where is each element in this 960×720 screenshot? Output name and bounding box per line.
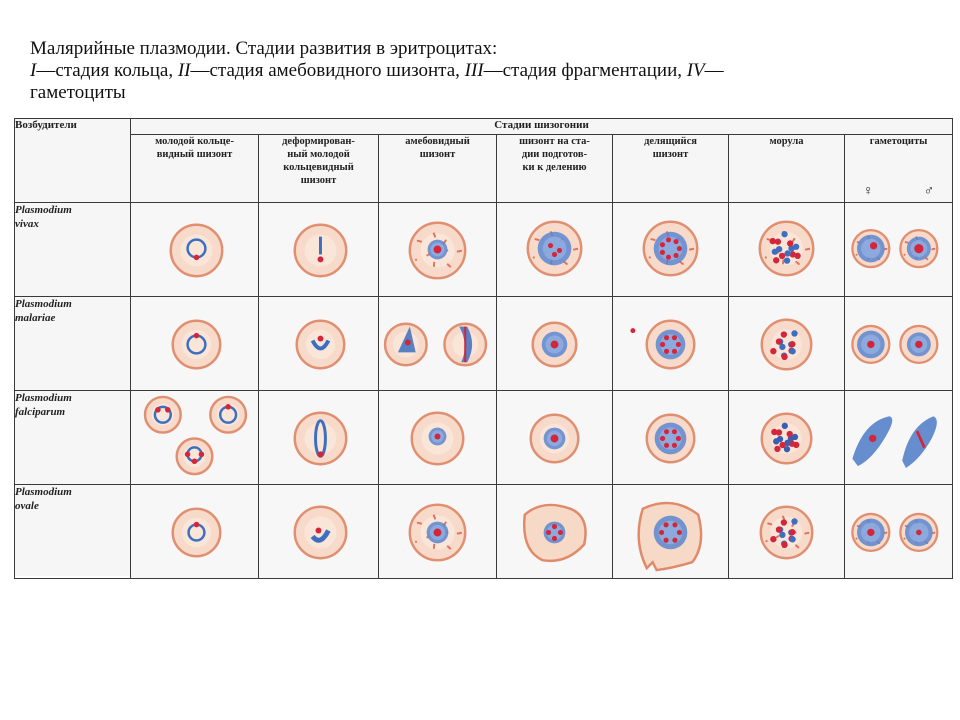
male-symbol: ♂ [923, 184, 935, 199]
stipple-dot [415, 259, 417, 261]
merozoite [791, 518, 797, 524]
stage-illustration-cell [729, 203, 845, 297]
stage-illustration [131, 203, 258, 296]
chromatin-dot [155, 407, 161, 413]
chromatin-dot [551, 435, 559, 443]
chromatin-dot [552, 252, 557, 257]
stage-illustration-cell [497, 297, 613, 391]
chromatin-dot [434, 246, 442, 254]
chromatin-dot [672, 443, 677, 448]
stage-illustration-cell [259, 203, 379, 297]
merozoite [779, 532, 785, 538]
chromatin-dot [435, 434, 441, 440]
chromatin-dot [552, 524, 557, 529]
schizont-vacuole [861, 239, 880, 258]
stage-illustration-cell [131, 297, 259, 391]
chromatin-dot [663, 522, 668, 527]
chromatin-dot [165, 407, 171, 413]
chromatin-dot [660, 250, 665, 255]
stipple-dot [537, 239, 539, 241]
chromatin-dot [318, 336, 324, 342]
merozoite [779, 442, 785, 448]
stage-illustration-cell [379, 203, 497, 297]
stage-header [845, 135, 953, 203]
title-line-2-part: —стадия фрагментации, [483, 60, 687, 81]
stage-illustration-cell [259, 391, 379, 485]
stage-illustration [259, 485, 378, 578]
stage-header [379, 135, 497, 203]
stage-header-line: гаметоциты [869, 136, 928, 147]
merozoite [771, 429, 777, 435]
stage-illustration-cell [379, 391, 497, 485]
stage-illustration-cell [379, 297, 497, 391]
merozoite [781, 542, 787, 548]
species-row [15, 203, 953, 297]
title-line-2-part: III [464, 60, 484, 81]
stipple-dot [795, 544, 797, 546]
species-name [15, 391, 131, 485]
stipple-dot [457, 532, 459, 534]
chromatin-dot [676, 436, 681, 441]
chromatin-dot [557, 248, 562, 253]
stage-illustration [379, 391, 496, 484]
stage-header-line: деформирован- [282, 136, 355, 147]
stipple-dot [415, 541, 417, 543]
schizogony-header: Стадии шизогонии [131, 119, 953, 135]
title-line-2-part: II [177, 60, 191, 81]
chromatin-dot [867, 341, 874, 348]
crescent-gametocyte [902, 416, 937, 468]
stage-illustration-cell [259, 485, 379, 579]
title-line-2 [30, 60, 930, 82]
merozoite [781, 354, 787, 360]
title-line-3: гаметоциты [30, 82, 126, 103]
stage-illustration [613, 297, 728, 390]
chromatin-dot [915, 341, 922, 348]
species-name-line: Plasmodium [15, 204, 72, 216]
merozoite [789, 348, 795, 354]
chromatin-dot [664, 349, 669, 354]
merozoite [789, 341, 795, 347]
stage-illustration-cell [131, 485, 259, 579]
chromatin-dot [194, 522, 200, 528]
species-name-line: ovale [15, 500, 39, 512]
chromatin-dot [405, 340, 411, 346]
chromatin-dot [660, 242, 665, 247]
species-name-line: vivax [15, 218, 39, 230]
title-line-2-part: IV [686, 60, 705, 81]
merozoite [773, 257, 779, 263]
chromatin-dot [663, 538, 668, 543]
stage-illustration-cell [845, 203, 953, 297]
stage-illustration-cell [497, 203, 613, 297]
chromatin-dot [672, 522, 677, 527]
stage-header-line: амебовидный [405, 136, 470, 147]
species-name-line: falciparum [15, 406, 66, 418]
merozoite [784, 250, 790, 256]
merozoite [782, 423, 788, 429]
stage-illustration-cell [729, 485, 845, 579]
stipple-dot [931, 248, 933, 250]
chromatin-dot [914, 244, 923, 253]
merozoite [773, 438, 779, 444]
stipple-dot [653, 239, 655, 241]
stipple-dot [904, 538, 906, 540]
merozoite [770, 348, 776, 354]
chromatin-dot [551, 341, 559, 349]
stage-illustration [729, 203, 844, 296]
stage-header [131, 135, 259, 203]
chromatin-dot [552, 536, 557, 541]
stipple-dot [420, 241, 422, 243]
stage-illustration-cell [845, 297, 953, 391]
title-line-2-part: —стадия кольца, [36, 60, 178, 81]
stage-illustration [613, 485, 728, 578]
chromatin-dot [869, 435, 876, 442]
stipple-dot [804, 532, 806, 534]
merozoite [784, 257, 790, 263]
stage-illustration [259, 297, 378, 390]
stage-illustration-cell [259, 297, 379, 391]
chromatin-dot [664, 443, 669, 448]
stipple-dot [856, 254, 858, 256]
stage-illustration [259, 391, 378, 484]
stipple-dot [856, 538, 858, 540]
stage-illustration-cell [613, 391, 729, 485]
merozoite [793, 442, 799, 448]
stage-illustration [131, 297, 258, 390]
chromatin-dot [316, 528, 322, 534]
species-name [15, 485, 131, 579]
stipple-dot [649, 256, 651, 258]
stages-grid [14, 118, 953, 579]
merozoite [792, 434, 798, 440]
slide-title [30, 38, 930, 104]
stage-header-line: делящийся [644, 136, 697, 147]
stage-illustration [613, 391, 728, 484]
stage-illustration [497, 203, 612, 296]
chromatin-dot [870, 242, 877, 249]
chromatin-dot [676, 342, 681, 347]
stage-illustration-cell [845, 391, 953, 485]
stage-illustration [729, 297, 844, 390]
stage-illustration [379, 297, 496, 390]
merozoite [776, 338, 782, 344]
stage-header-line: шизонт [300, 175, 337, 186]
merozoite [781, 519, 787, 525]
stage-illustration-cell [613, 485, 729, 579]
stipple-dot [533, 256, 535, 258]
stipple-dot [791, 525, 793, 527]
stage-illustration [845, 391, 952, 484]
stage-illustration [613, 203, 728, 296]
stage-illustration [131, 485, 258, 578]
erythrocyte-center [305, 423, 337, 455]
species-row [15, 297, 953, 391]
stage-illustration [497, 485, 612, 578]
pathogen-header: Возбудители [15, 119, 131, 203]
chromatin-dot [194, 255, 200, 261]
chromatin-dot [194, 333, 200, 339]
stage-header-line: молодой кольце- [155, 136, 234, 147]
title-line-2-part: —стадия амебовидного шизонта, [190, 60, 465, 81]
stipple-dot [765, 256, 767, 258]
stage-illustration-cell [497, 485, 613, 579]
species-name-line: Plasmodium [15, 392, 72, 404]
stipple-dot [765, 540, 767, 542]
chromatin-dot [672, 349, 677, 354]
species-name [15, 297, 131, 391]
stage-header-line: ный молодой [287, 149, 350, 160]
chromatin-dot [192, 458, 198, 464]
merozoite [779, 344, 785, 350]
stipple-dot [904, 254, 906, 256]
stage-header-line: шизонт [652, 149, 689, 160]
chromatin-dot [664, 335, 669, 340]
stage-illustration-cell [379, 485, 497, 579]
chromatin-dot [673, 239, 678, 244]
stage-illustration [497, 391, 612, 484]
chromatin-dot [916, 530, 922, 536]
species-row [15, 391, 953, 485]
merozoite [776, 526, 782, 532]
stipple-dot [433, 262, 435, 264]
chromatin-dot [672, 335, 677, 340]
chromatin-dot [548, 243, 553, 248]
stipple-dot [805, 248, 807, 250]
stage-header-line: дии подготов- [521, 149, 588, 160]
stipple-dot [457, 250, 459, 252]
stage-illustration-cell [613, 297, 729, 391]
stipple-dot [447, 263, 449, 265]
chromatin-dot [666, 237, 671, 242]
stage-header-line: кольцевидный [283, 162, 354, 173]
chromatin-dot [672, 538, 677, 543]
stage-header-line: морула [769, 136, 804, 147]
stage-header [497, 135, 613, 203]
erythrocyte-center [306, 330, 335, 359]
stage-illustration [729, 485, 844, 578]
species-name [15, 203, 131, 297]
stipple-dot [434, 235, 436, 237]
chromatin-dot [666, 255, 671, 260]
stage-header [613, 135, 729, 203]
stage-illustration-cell [131, 203, 259, 297]
stage-illustration-cell [131, 391, 259, 485]
stipple-dot [434, 517, 436, 519]
species-name-line: Plasmodium [15, 298, 72, 310]
stage-illustration [497, 297, 612, 390]
merozoite [774, 446, 780, 452]
stage-header-line: шизонт [419, 149, 456, 160]
species-name-line: malariae [15, 312, 56, 324]
chromatin-dot [672, 429, 677, 434]
plasmodium-stages-table [14, 118, 952, 576]
merozoite [781, 231, 787, 237]
merozoite [781, 331, 787, 337]
stage-header-line: ки к делению [522, 162, 587, 173]
stage-illustration [379, 485, 496, 578]
stage-illustration-cell [729, 297, 845, 391]
stage-illustration [845, 485, 952, 578]
stage-header-line: видный шизонт [156, 149, 233, 160]
chromatin-dot [558, 530, 563, 535]
stipple-dot [689, 248, 691, 250]
merozoite [793, 244, 799, 250]
merozoite [794, 253, 800, 259]
chromatin-dot [318, 451, 324, 457]
stage-illustration-cell [845, 485, 953, 579]
stage-illustration [845, 297, 952, 390]
stage-header [729, 135, 845, 203]
species-name-line: Plasmodium [15, 486, 72, 498]
chromatin-dot [185, 452, 191, 458]
species-row [15, 485, 953, 579]
chromatin-dot [199, 452, 205, 458]
merozoite [791, 330, 797, 336]
stipple-dot [433, 544, 435, 546]
stipple-dot [795, 261, 797, 263]
stipple-dot [447, 545, 449, 547]
chromatin-dot [664, 429, 669, 434]
chromatin-dot [546, 530, 551, 535]
chromatin-dot [660, 342, 665, 347]
chromatin-dot [630, 328, 635, 333]
stipple-dot [777, 535, 779, 537]
chromatin-dot [225, 404, 231, 410]
chromatin-dot [318, 256, 324, 262]
stipple-dot [420, 523, 422, 525]
chromatin-dot [673, 253, 678, 258]
stage-illustration [845, 203, 952, 296]
merozoite [789, 529, 795, 535]
merozoite [789, 536, 795, 542]
title-line-2-part: I [30, 60, 37, 81]
stage-illustration-cell [729, 391, 845, 485]
stage-illustration-cell [497, 391, 613, 485]
stage-header [259, 135, 379, 203]
title-line-2-part: — [704, 60, 724, 81]
chromatin-dot [867, 529, 874, 536]
merozoite [770, 536, 776, 542]
merozoite [779, 253, 785, 259]
merozoite [772, 249, 778, 255]
stage-illustration [729, 391, 844, 484]
stage-illustration [259, 203, 378, 296]
title-line-1: Малярийные плазмодии. Стадии развития в эритроцитах: [30, 38, 498, 59]
chromatin-dot [434, 529, 442, 537]
chromatin-dot [660, 436, 665, 441]
chromatin-dot [677, 530, 682, 535]
stage-illustration-cell [613, 203, 729, 297]
chromatin-dot [677, 246, 682, 251]
merozoite [787, 240, 793, 246]
stage-illustration [379, 203, 496, 296]
female-symbol: ♀ [863, 184, 874, 199]
stage-illustration [131, 391, 258, 484]
chromatin-dot [659, 530, 664, 535]
stipple-dot [573, 248, 575, 250]
stipple-dot [770, 523, 772, 525]
stage-header-line: шизонт на ста- [519, 136, 590, 147]
merozoite [770, 238, 776, 244]
